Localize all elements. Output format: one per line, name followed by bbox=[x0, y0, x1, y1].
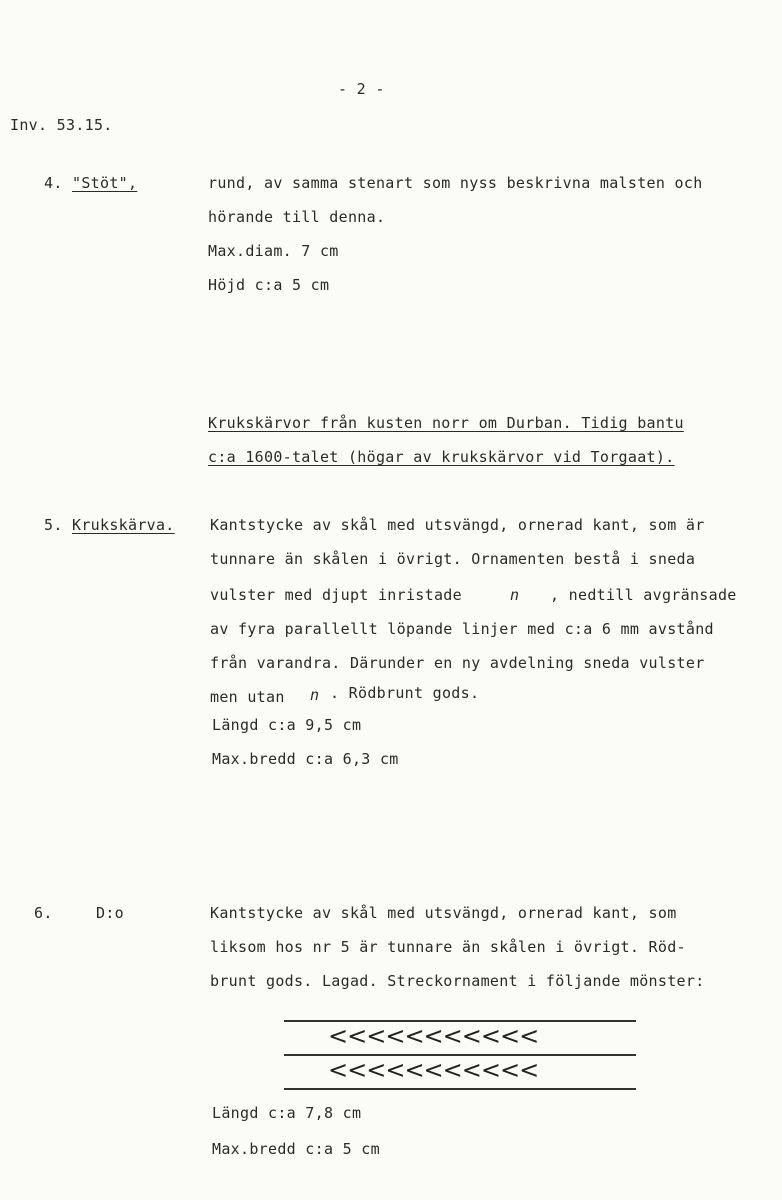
entry-5-line: . Rödbrunt gods. bbox=[330, 684, 480, 702]
entry-4-number: 4. bbox=[44, 174, 63, 192]
entry-5-line: från varandra. Därunder en ny avdelning sneda vulster bbox=[210, 654, 705, 672]
entry-6-line: Längd c:a 7,8 cm bbox=[212, 1104, 362, 1122]
entry-6-line: liksom hos nr 5 är tunnare än skålen i övrigt. Röd- bbox=[210, 938, 686, 956]
pattern-row: <<<<<<<<<<< bbox=[328, 1022, 539, 1050]
section-heading-line: Krukskärvor från kusten norr om Durban. Tidig bantu bbox=[208, 414, 684, 432]
section-heading-line: c:a 1600-talet (högar av krukskärvor vid Torgaat). bbox=[208, 448, 675, 466]
entry-5-line: vulster med djupt inristade bbox=[210, 586, 462, 604]
entry-5-line: Längd c:a 9,5 cm bbox=[212, 716, 362, 734]
entry-5-line: men utan bbox=[210, 688, 285, 706]
entry-4-line: Max.diam. 7 cm bbox=[208, 242, 339, 260]
entry-4-line: rund, av samma stenart som nyss beskrivna malsten och bbox=[208, 174, 703, 192]
pattern-row: <<<<<<<<<<< bbox=[328, 1056, 539, 1084]
entry-4-line: hörande till denna. bbox=[208, 208, 386, 226]
inventory-number: Inv. 53.15. bbox=[10, 116, 113, 134]
ornament-symbol: n bbox=[510, 586, 520, 604]
entry-5-line: , nedtill avgränsade bbox=[550, 586, 737, 604]
entry-5-line: tunnare än skålen i övrigt. Ornamenten bestå i sneda bbox=[210, 550, 696, 568]
page-number: - 2 - bbox=[338, 80, 385, 98]
entry-6-title: D:o bbox=[96, 904, 124, 922]
entry-5-line: av fyra parallellt löpande linjer med c:a 6 mm avstånd bbox=[210, 620, 714, 638]
entry-5-number: 5. bbox=[44, 516, 63, 534]
entry-6-line: brunt gods. Lagad. Streckornament i följande mönster: bbox=[210, 972, 705, 990]
entry-6-line: Kantstycke av skål med utsvängd, ornerad kant, som bbox=[210, 904, 677, 922]
entry-5-line: Max.bredd c:a 6,3 cm bbox=[212, 750, 399, 768]
entry-5-title: Krukskärva. bbox=[72, 516, 175, 534]
ornament-symbol: n bbox=[310, 686, 320, 704]
entry-6-line: Max.bredd c:a 5 cm bbox=[212, 1140, 380, 1158]
pattern-rule bbox=[284, 1088, 636, 1090]
entry-4-title: "Stöt", bbox=[72, 174, 138, 192]
entry-6-number: 6. bbox=[34, 904, 53, 922]
entry-4-line: Höjd c:a 5 cm bbox=[208, 276, 330, 294]
entry-5-line: Kantstycke av skål med utsvängd, ornerad kant, som är bbox=[210, 516, 705, 534]
